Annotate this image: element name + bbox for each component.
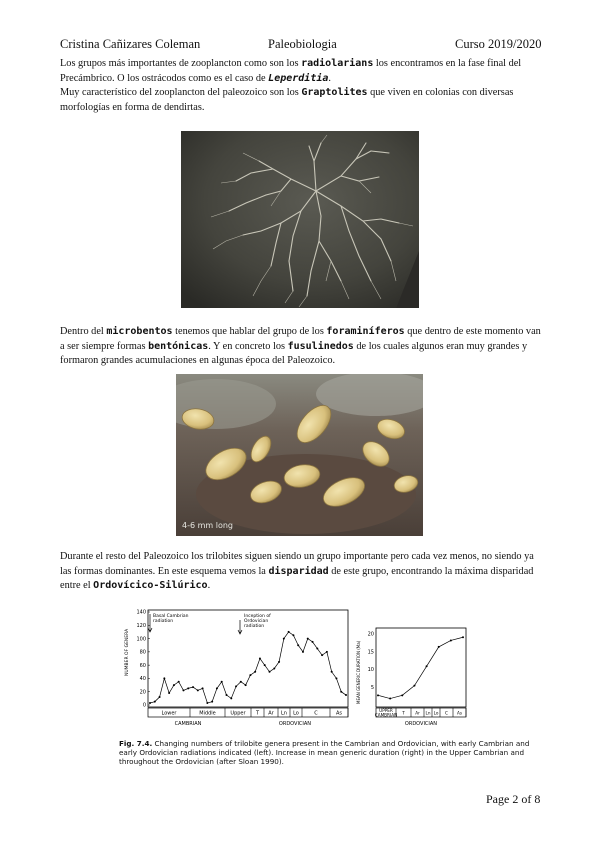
right-ylabel: MEAN GENERIC DURATION (Ma) — [356, 640, 361, 704]
right-period-label: Lo — [433, 710, 439, 716]
genera-point — [297, 644, 299, 646]
era-ordovician: ORDOVICIAN — [278, 721, 312, 727]
genera-point — [230, 697, 232, 699]
duration-point — [438, 646, 440, 648]
genera-point — [197, 689, 199, 691]
genera-point — [202, 687, 204, 689]
paragraph-radiolarians: Los grupos más importantes de zooplancton como son los radiolarians los encontramos en la fase final del Precámbrico. O los ostrácodos como es el caso de Leperditia. — [60, 58, 522, 84]
duration-point — [450, 639, 452, 641]
genera-point — [182, 689, 184, 691]
header-course: Curso 2019/2020 — [455, 37, 542, 51]
left-ytick: 0 — [142, 702, 146, 709]
right-ytick: 20 — [367, 631, 374, 638]
genera-point — [254, 671, 256, 673]
era-cambrian: CAMBRIAN — [174, 721, 202, 727]
page-number: Page 2 of 8 — [486, 792, 541, 806]
genera-point — [235, 685, 237, 687]
duration-point — [413, 685, 415, 687]
genera-point — [240, 681, 242, 683]
genera-point — [211, 701, 213, 703]
left-period-label: As — [335, 710, 343, 717]
paragraph-foraminifera: Dentro del microbentos tenemos que hablar del grupo de los foraminíferos que dentro de este momento van a ser siempre formas bentónicas. Y en concreto los fusulinedos de los cuales algunos eran muy grandes y formaron grandes acumulaciones en algunas época del Paleozoico. — [60, 326, 541, 367]
ann-ord-2: Ordovician — [244, 619, 269, 624]
duration-point — [426, 665, 428, 667]
genera-point — [326, 651, 328, 653]
genera-point — [288, 631, 290, 633]
trilobite-figure — [120, 606, 474, 731]
fusulinid-photo — [176, 374, 423, 536]
duration-point — [377, 694, 379, 696]
genera-point — [331, 671, 333, 673]
duration-point — [462, 636, 464, 638]
duration-point — [389, 698, 391, 700]
genera-point — [173, 684, 175, 686]
genera-point — [269, 671, 271, 673]
ann-ord-3: radiation — [244, 624, 265, 629]
right-period-label: CAMBRIAN — [374, 712, 398, 718]
right-period-label: T — [402, 710, 405, 716]
figure-caption: Fig. 7.4. Changing numbers of trilobite genera present in the Cambrian and Ordovician, with early Cambrian and early Ordovician radiations indicated (left). Increase in mean generic duration (right) in the Upper Cambrian and throughout the Ordovician (after Sloan 1990). — [119, 739, 530, 767]
genera-point — [278, 661, 280, 663]
genera-point — [149, 702, 151, 704]
arrow-basal — [148, 614, 152, 632]
left-ytick: 120 — [136, 622, 146, 629]
scale-label: 4-6 mm long — [182, 521, 234, 530]
right-period-label: As — [456, 710, 463, 716]
left-period-label: Lo — [293, 710, 299, 717]
left-period-label: Middle — [199, 710, 216, 717]
genera-point — [225, 694, 227, 696]
paragraph-trilobites: Durante el resto del Paleozoico los trilobites siguen siendo un grupo importante pero cada vez menos, no siendo ya las formas dominantes. En este esquema vemos la disparidad de este grupo, encontrando la máxima disparidad entre el Ordovícico-Silúrico. — [60, 551, 534, 592]
right-ytick: 5 — [370, 684, 374, 691]
genera-point — [312, 641, 314, 643]
right-period-label: C — [445, 710, 448, 716]
right-ytick: 15 — [367, 649, 374, 656]
genera-point — [340, 691, 342, 693]
genera-point — [292, 634, 294, 636]
left-ytick: 80 — [139, 649, 146, 656]
genera-series-line — [150, 632, 346, 703]
right-period-label: UPPER — [379, 708, 393, 713]
genera-point — [221, 681, 223, 683]
genera-point — [206, 702, 208, 704]
left-period-label: Lower — [161, 710, 177, 717]
paragraph-graptolites: Muy característico del zooplancton del paleozoico son los Graptolites que viven en colonias con diversas morfologías en forma de dendirtas. — [60, 87, 514, 113]
duration-point — [401, 694, 403, 696]
left-period-label: Upper — [230, 710, 246, 717]
ann-basal-2: radiation — [153, 619, 174, 624]
right-ytick: 10 — [367, 667, 374, 674]
left-ytick: 140 — [136, 609, 146, 616]
right-era-ordovician: ORDOVICIAN — [404, 721, 438, 727]
genera-point — [245, 684, 247, 686]
left-period-label: C — [314, 710, 318, 717]
graptolite-photo — [181, 131, 419, 308]
genera-point — [249, 674, 251, 676]
left-period-label: Ln — [281, 710, 287, 717]
genera-point — [264, 664, 266, 666]
right-period-label: Ln — [425, 710, 431, 716]
genera-point — [154, 701, 156, 703]
left-period-label: T — [255, 710, 260, 717]
genera-point — [321, 654, 323, 656]
genera-point — [163, 677, 165, 679]
genera-point — [283, 638, 285, 640]
genera-point — [345, 694, 347, 696]
ann-ord-1: Inception of — [244, 614, 271, 619]
genera-point — [178, 681, 180, 683]
genera-point — [168, 692, 170, 694]
duration-series-line — [378, 637, 463, 698]
genera-point — [316, 648, 318, 650]
genera-point — [307, 638, 309, 640]
genera-point — [273, 667, 275, 669]
genera-point — [302, 651, 304, 653]
genera-point — [187, 687, 189, 689]
left-ytick: 60 — [139, 662, 146, 669]
left-period-label: Ar — [268, 710, 274, 717]
genera-point — [259, 658, 261, 660]
header-author: Cristina Cañizares Coleman — [60, 37, 201, 51]
left-ytick: 40 — [139, 676, 146, 683]
genera-point — [192, 686, 194, 688]
genera-point — [335, 677, 337, 679]
arrow-ord — [238, 620, 242, 634]
ann-basal-1: Basal Cambrian — [153, 614, 189, 619]
header-subject: Paleobiologia — [268, 37, 337, 51]
genera-point — [216, 687, 218, 689]
right-period-label: Ar — [415, 710, 420, 716]
left-ytick: 20 — [139, 689, 146, 696]
genera-point — [159, 696, 161, 698]
left-ytick: 100 — [136, 636, 146, 643]
left-ylabel: NUMBER OF GENERA — [125, 628, 130, 676]
